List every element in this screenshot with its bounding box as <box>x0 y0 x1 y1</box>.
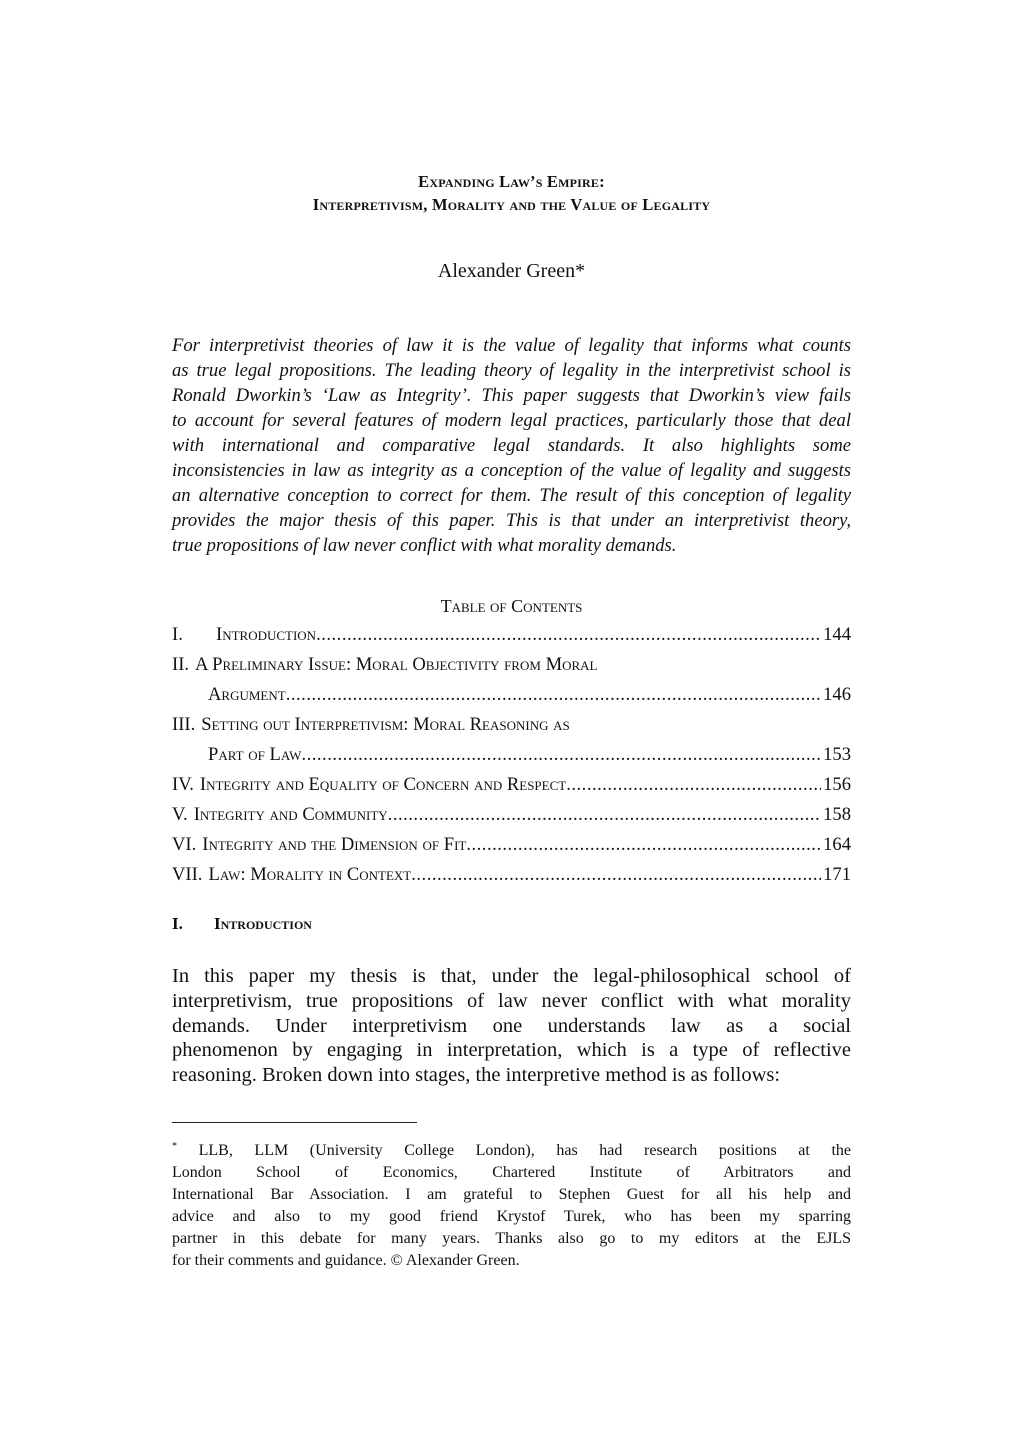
body-line: In this paper my thesis is that, under the legal-philosophical school of <box>172 965 851 987</box>
toc-page-number: 156 <box>823 774 851 795</box>
abstract-line: Ronald Dworkin’s ‘Law as Integrity’. This paper suggests that Dworkin’s view fails <box>172 385 851 406</box>
toc-entry-label: Introduction <box>216 624 317 645</box>
toc-entry <box>172 830 851 860</box>
footnote-line: for their comments and guidance. © Alexander Green. <box>172 1252 520 1269</box>
dot-leader <box>316 620 821 650</box>
footnote-separator <box>172 1122 417 1123</box>
footnote-line: London School of Economics, Chartered Institute of Arbitrators and <box>172 1164 851 1181</box>
body-line: reasoning. Broken down into stages, the interpretive method is as follows: <box>172 1064 781 1087</box>
toc-entry <box>172 800 851 830</box>
dot-leader <box>411 860 821 890</box>
abstract-line: inconsistencies in law as integrity as a conception of the value of legality and suggests <box>172 460 851 481</box>
toc-entry-number: I. <box>172 624 183 645</box>
toc-entry-label: Setting out Interpretivism: Moral Reasoning as <box>201 714 570 735</box>
body-line: phenomenon by engaging in interpretation, which is a type of reflective <box>172 1039 851 1062</box>
footnote-marker: * <box>172 1141 177 1152</box>
abstract-line: provides the major thesis of this paper. This is that under an interpretivist theory, <box>172 510 851 531</box>
toc-entry-label: Part of Law <box>208 744 302 765</box>
toc-page-number: 144 <box>823 624 851 645</box>
toc-entry <box>172 860 851 890</box>
toc-entry <box>172 650 851 680</box>
footnote <box>172 1136 851 1272</box>
footnote-line: * LLB, LLM (University College London), has had research positions at the <box>172 1141 851 1159</box>
toc-entry-label: Integrity and Equality of Concern and Respect <box>199 774 567 795</box>
body-line: demands. Under interpretivism one understands law as a social <box>172 1014 851 1037</box>
abstract-line: to account for several features of modern legal practices, particularly those that deal <box>172 410 851 431</box>
toc-entry-label: A Preliminary Issue: Moral Objectivity from Moral <box>195 654 598 675</box>
dot-leader <box>466 830 821 860</box>
title-line-1: Expanding Law’s Empire: <box>418 172 605 191</box>
toc-entry-number: II. <box>172 654 190 675</box>
dot-leader <box>388 800 821 830</box>
toc-entry-continuation <box>172 740 851 770</box>
abstract-line: with international and comparative legal standards. It also highlights some <box>172 435 851 456</box>
footnote-line: partner in this debate for many years. Thanks also go to my editors at the EJLS <box>172 1230 851 1247</box>
author-name: Alexander Green* <box>437 260 586 282</box>
toc-entry-label: Integrity and Community <box>193 804 388 825</box>
toc-entry-number: III. <box>172 714 196 735</box>
paper-title <box>172 170 851 216</box>
toc-title: Table of Contents <box>440 596 583 616</box>
toc-entry-number: V. <box>172 804 188 825</box>
toc-entry <box>172 710 851 740</box>
toc-entry-label: Integrity and the Dimension of Fit <box>202 834 467 855</box>
title-line-2: Interpretivism, Morality and the Value of Legality <box>312 195 711 214</box>
toc-entry-continuation <box>172 680 851 710</box>
section-heading <box>172 914 851 934</box>
body-paragraph <box>172 964 851 1088</box>
section-number: I. <box>172 914 183 933</box>
toc-entry-number: VI. <box>172 834 197 855</box>
toc-entry-label: Argument <box>208 684 286 705</box>
abstract-line: as true legal propositions. The leading theory of legality in the interpretivist school is <box>172 360 851 381</box>
dot-leader <box>301 740 821 770</box>
dot-leader <box>286 680 821 710</box>
toc-entry <box>172 770 851 800</box>
toc-page-number: 146 <box>823 684 851 705</box>
toc-entry <box>172 620 851 650</box>
abstract-line: an alternative conception to correct for them. The result of this conception of legality <box>172 485 851 506</box>
footnote-line: International Bar Association. I am grateful to Stephen Guest for all his help and <box>172 1186 851 1203</box>
dot-leader <box>566 770 821 800</box>
toc-entry-number: VII. <box>172 864 203 885</box>
toc-entry-label: Law: Morality in Context <box>208 864 412 885</box>
table-of-contents <box>172 620 851 890</box>
body-line: interpretivism, true propositions of law never conflict with what morality <box>172 989 851 1012</box>
toc-page-number: 171 <box>823 864 851 885</box>
toc-entry-number: IV. <box>172 774 194 795</box>
abstract-line: For interpretivist theories of law it is the value of legality that informs what counts <box>172 335 851 356</box>
footnote-line: advice and also to my good friend Krystof Turek, who has been my sparring <box>172 1208 851 1225</box>
toc-page-number: 153 <box>823 744 851 765</box>
section-label: Introduction <box>214 914 312 933</box>
abstract-line: true propositions of law never conflict with what morality demands. <box>172 535 677 556</box>
toc-page-number: 164 <box>823 834 851 855</box>
abstract <box>172 333 851 558</box>
toc-page-number: 158 <box>823 804 851 825</box>
